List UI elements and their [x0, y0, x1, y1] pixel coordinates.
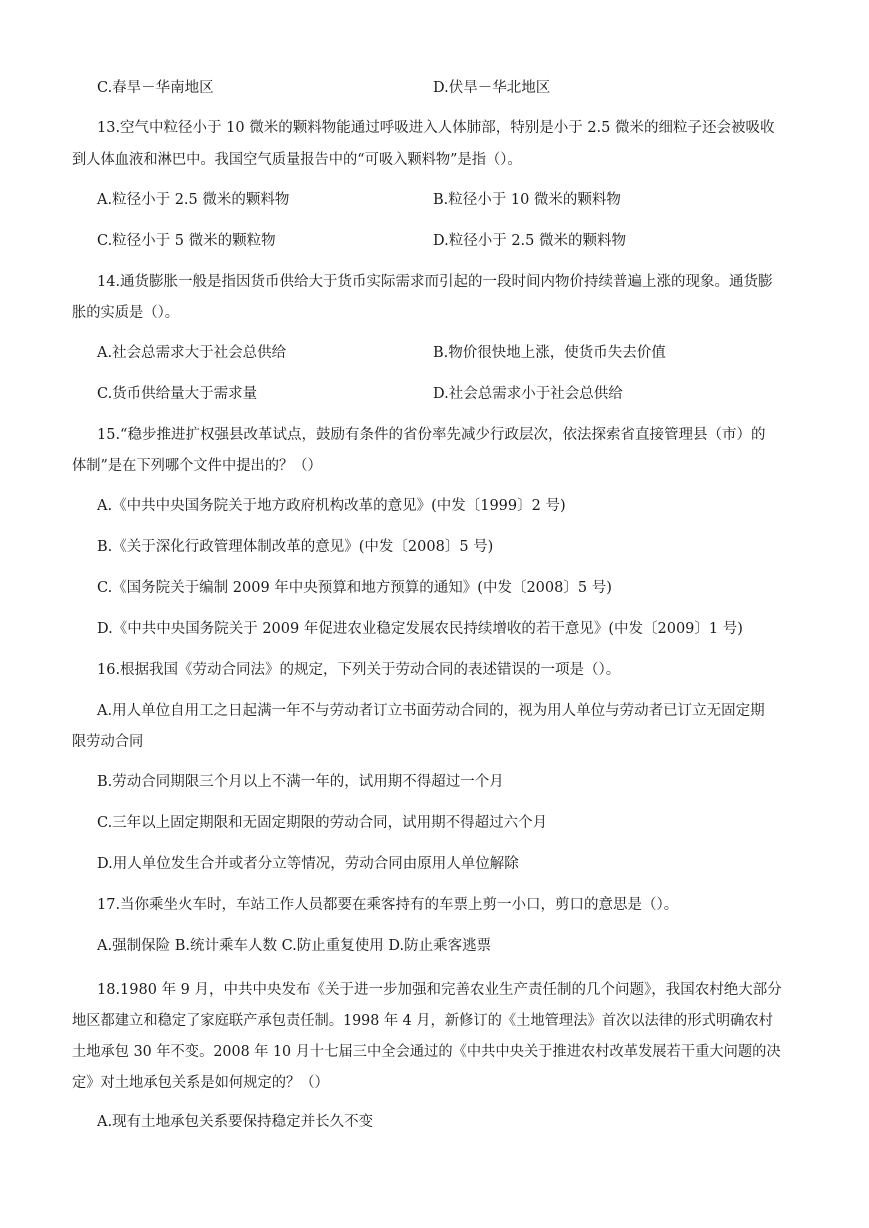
- q18-stem-line3: 土地承包 30 年不变。2008 年 10 月十七届三中全会通过的《中共中央关于推进农村改革发展若干重大问题的决: [72, 1044, 781, 1060]
- q13-option-c: C.粒径小于 5 微米的颗粒物: [97, 233, 276, 249]
- q13-stem-line1: 13.空气中粒径小于 10 微米的颗料物能通过呼吸进入人体肺部，特别是小于 2.5 微米的细粒子还会被吸收: [97, 120, 775, 136]
- q15-option-d: D.《中共中央国务院关于 2009 年促进农业稳定发展农民持续增收的若干意见》(中发〔2009〕1 号): [97, 621, 743, 637]
- q14-option-d: D.社会总需求小于社会总供给: [433, 386, 623, 402]
- q13-option-a: A.粒径小于 2.5 微米的颗料物: [97, 192, 290, 208]
- q14-option-b: B.物价很快地上涨，使货币失去价值: [433, 345, 666, 361]
- q12-option-d: D.伏旱－华北地区: [433, 80, 551, 96]
- q16-stem: 16.根据我国《劳动合同法》的规定，下列关于劳动合同的表述错误的一项是（）。: [97, 662, 621, 678]
- q16-option-b: B.劳动合同期限三个月以上不满一年的，试用期不得超过一个月: [97, 774, 504, 790]
- q18-stem-line4: 定》对土地承包关系是如何规定的？（）: [72, 1075, 329, 1091]
- q12-option-c: C.春旱－华南地区: [97, 80, 214, 96]
- q14-option-a: A.社会总需求大于社会总供给: [97, 345, 287, 361]
- q16-option-d: D.用人单位发生合并或者分立等情况，劳动合同由原用人单位解除: [97, 856, 519, 872]
- q13-option-d: D.粒径小于 2.5 微米的颗料物: [433, 233, 626, 249]
- q13-option-b: B.粒径小于 10 微米的颗料物: [433, 192, 621, 208]
- q13-stem-line2: 到人体血液和淋巴中。我国空气质量报告中的“可吸入颗料物”是指（）。: [72, 152, 522, 168]
- q18-stem-line2: 地区都建立和稳定了家庭联产承包责任制。1998 年 4 月，新修订的《土地管理法》首次以法律的形式明确农村: [72, 1013, 773, 1029]
- q16-option-c: C.三年以上固定期限和无固定期限的劳动合同，试用期不得超过六个月: [97, 815, 548, 831]
- q15-option-c: C.《国务院关于编制 2009 年中央预算和地方预算的通知》(中发〔2008〕5 号): [97, 580, 612, 596]
- q14-stem-line1: 14.通货膨胀一般是指因货币供给大于货币实际需求而引起的一段时间内物价持续普遍上涨的现象。通货膨: [97, 274, 773, 290]
- q16-option-a-line1: A.用人单位自用工之日起满一年不与劳动者订立书面劳动合同的，视为用人单位与劳动者已订立无固定期: [97, 703, 765, 719]
- q18-stem-line1: 18.1980 年 9 月，中共中央发布《关于进一步加强和完善农业生产责任制的几个问题》，我国农村绝大部分: [97, 982, 782, 998]
- q15-option-b: B.《关于深化行政管理体制改革的意见》(中发〔2008〕5 号): [97, 539, 494, 555]
- q18-option-a: A.现有土地承包关系要保持稳定并长久不变: [97, 1114, 374, 1130]
- q14-stem-line2: 胀的实质是（）。: [72, 305, 179, 321]
- q15-stem-line1: 15.“稳步推进扩权强县改革试点，鼓励有条件的省份率先减少行政层次，依法探索省直接管理县（市）的: [97, 427, 766, 443]
- q16-option-a-line2: 限劳动合同: [72, 734, 144, 750]
- q14-option-c: C.货币供给量大于需求量: [97, 386, 258, 402]
- q15-option-a: A.《中共中央国务院关于地方政府机构改革的意见》(中发〔1999〕2 号): [97, 498, 566, 514]
- q17-stem: 17.当你乘坐火车时，车站工作人员都要在乘客持有的车票上剪一小口，剪口的意思是（）。: [97, 897, 679, 913]
- q15-stem-line2: 体制”是在下列哪个文件中提出的？（）: [72, 458, 322, 474]
- q17-options: A.强制保险 B.统计乘车人数 C.防止重复使用 D.防止乘客逃票: [97, 938, 492, 954]
